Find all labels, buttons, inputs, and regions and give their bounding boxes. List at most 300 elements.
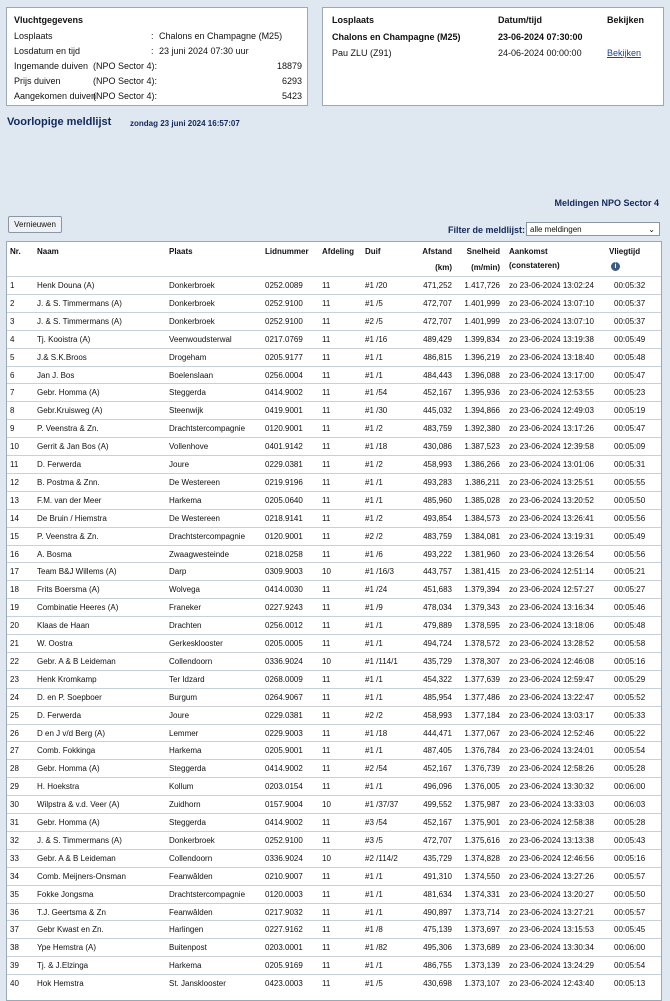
cell-snelheid: 1.392,380 [464, 424, 500, 434]
cell-snelheid: 1.384,573 [464, 513, 500, 523]
table-row [7, 813, 661, 832]
table-row [7, 509, 661, 528]
cell-aankomst: zo 23-06-2024 13:18:06 [509, 621, 594, 631]
cell-duif: #1 /16/3 [365, 567, 394, 577]
cell-lidnummer: 0336.9024 [265, 853, 303, 863]
cell-plaats: Donkerbroek [169, 835, 215, 845]
cell-vliegtijd: 00:05:54 [614, 961, 646, 971]
cell-snelheid: 1.377,486 [464, 692, 500, 702]
cell-duif: #2 /114/2 [365, 853, 398, 863]
cell-naam: Tj. Kooistra (A) [37, 334, 91, 344]
cell-vliegtijd: 00:05:16 [614, 853, 646, 863]
cell-aankomst: zo 23-06-2024 12:39:58 [509, 442, 594, 452]
cell-nr: 12 [10, 477, 19, 487]
cell-plaats: Steggerda [169, 818, 206, 827]
cell-aankomst: zo 23-06-2024 13:30:32 [509, 782, 594, 792]
cell-plaats: Harkema [169, 495, 202, 505]
cell-vliegtijd: 00:05:56 [614, 549, 646, 559]
cell-afstand: 472,707 [423, 298, 452, 308]
cell-naam: Gebr. A & B Leideman [37, 656, 116, 666]
cell-nr: 4 [10, 334, 15, 344]
flight-info-label: Losdatum en tijd [14, 46, 81, 56]
cell-nr: 35 [10, 889, 19, 899]
cell-lidnummer: 0120.0003 [265, 889, 303, 899]
cell-duif: #1 /24 [365, 585, 388, 595]
cell-afstand: 471,252 [423, 281, 452, 290]
table-row [7, 777, 661, 796]
flight-info-label: Prijs duiven [14, 76, 61, 86]
cell-afstand: 478,034 [423, 603, 452, 613]
cell-naam: W. Oostra [37, 639, 73, 648]
cell-snelheid: 1.376,784 [464, 746, 500, 756]
cell-naam: Gebr. A & B Leideman [37, 853, 116, 863]
flight-info-sector: (NPO Sector 4): [93, 76, 158, 86]
cell-snelheid: 1.384,081 [464, 531, 500, 541]
cell-plaats: Drachtstercompagnie [169, 531, 246, 541]
cell-afdeling: 11 [322, 477, 331, 487]
cell-lidnummer: 0268.0009 [265, 674, 303, 684]
cell-snelheid: 1.386,211 [465, 477, 500, 487]
cell-vliegtijd: 00:05:32 [614, 281, 646, 290]
cell-duif: #1 /1 [365, 782, 383, 792]
flight-info-value: Chalons en Champagne (M25) [159, 31, 283, 41]
cell-plaats: Veenwoudsterwal [169, 334, 232, 344]
table-row [7, 616, 661, 635]
cell-vliegtijd: 00:05:22 [614, 728, 646, 738]
cell-vliegtijd: 00:05:16 [614, 656, 646, 666]
cell-aankomst: zo 23-06-2024 12:59:47 [509, 674, 594, 684]
cell-plaats: Kollum [169, 782, 194, 792]
cell-afdeling: 11 [322, 585, 331, 595]
cell-afstand: 472,707 [423, 835, 452, 845]
cell-naam: J. & S. Timmermans (A) [37, 835, 122, 845]
cell-plaats: De Westereen [169, 477, 220, 487]
flight-info-label: Aangekomen duiven [14, 91, 97, 101]
cell-nr: 15 [10, 531, 19, 541]
cell-afstand: 496,096 [423, 782, 452, 792]
cell-plaats: Zwaagwesteinde [169, 549, 230, 559]
cell-lidnummer: 0252.9100 [265, 298, 303, 308]
cell-aankomst: zo 23-06-2024 13:01:06 [509, 460, 594, 469]
cell-nr: 6 [10, 370, 15, 380]
page-subtitle: zondag 23 juni 2024 16:57:07 [130, 119, 240, 128]
cell-afstand: 499,552 [423, 800, 452, 810]
cell-vliegtijd: 00:05:28 [614, 764, 646, 774]
refresh-button[interactable]: Vernieuwen [8, 216, 62, 233]
cell-snelheid: 1.376,005 [464, 782, 500, 792]
cell-naam: Gebr. Homma (A) [37, 388, 100, 398]
table-row [7, 312, 661, 331]
cell-naam: Gebr. Homma (A) [37, 818, 100, 827]
col-header-plaats: Plaats [169, 247, 193, 256]
col-header-nr: Nr. [10, 247, 21, 256]
flight-info-value: 5423 [281, 91, 302, 101]
cell-lidnummer: 0205.9169 [265, 961, 303, 971]
cell-snelheid: 1.381,415 [464, 567, 500, 577]
cell-aankomst: zo 23-06-2024 13:27:26 [509, 871, 594, 881]
cell-aankomst: zo 23-06-2024 12:53:55 [509, 388, 594, 398]
cell-duif: #1 /1 [365, 352, 383, 362]
cell-vliegtijd: 00:05:37 [614, 298, 646, 308]
cell-snelheid: 1.394,866 [464, 406, 500, 416]
filter-select[interactable] [526, 222, 660, 236]
cell-aankomst: zo 23-06-2024 13:27:21 [509, 907, 594, 917]
cell-plaats: Feanwâlden [169, 871, 213, 881]
cell-lidnummer: 0336.9024 [265, 656, 303, 666]
cell-plaats: Collendoorn [169, 853, 213, 863]
cell-nr: 25 [10, 710, 19, 720]
cell-lidnummer: 0256.0012 [265, 621, 303, 631]
cell-afstand: 483,759 [423, 424, 452, 434]
cell-lidnummer: 0210.9007 [265, 871, 303, 881]
cell-lidnummer: 0229.0381 [265, 710, 303, 720]
cell-afdeling: 11 [322, 549, 331, 559]
cell-lidnummer: 0252.9100 [265, 835, 303, 845]
cell-aankomst: zo 23-06-2024 13:03:17 [509, 710, 594, 720]
cell-duif: #1 /18 [365, 728, 388, 738]
cell-lidnummer: 0217.0769 [265, 334, 303, 344]
cell-duif: #1 /9 [365, 603, 383, 613]
cell-vliegtijd: 00:05:55 [614, 477, 646, 487]
cell-vliegtijd: 00:06:00 [614, 943, 646, 953]
cell-plaats: Drachtstercompagnie [169, 424, 246, 434]
cell-afdeling: 11 [322, 710, 331, 720]
cell-vliegtijd: 00:05:27 [614, 585, 646, 595]
cell-afdeling: 11 [322, 674, 331, 684]
cell-vliegtijd: 00:05:49 [614, 531, 646, 541]
cell-duif: #1 /8 [365, 925, 383, 935]
release-row-1-datetime: 23-06-2024 07:30:00 [498, 32, 583, 42]
cell-plaats: Wolvega [169, 585, 200, 595]
table-row [7, 473, 661, 492]
cell-nr: 33 [10, 853, 19, 863]
cell-aankomst: zo 23-06-2024 13:16:34 [509, 603, 594, 613]
cell-afdeling: 11 [322, 818, 331, 827]
col-header-aankomst-sub: (constateren) [509, 261, 560, 270]
cell-aankomst: zo 23-06-2024 13:33:03 [509, 800, 594, 810]
cell-snelheid: 1.387,523 [464, 442, 500, 452]
cell-lidnummer: 0219.9196 [265, 477, 303, 487]
cell-nr: 38 [10, 943, 19, 953]
release-row-1-place: Chalons en Champagne (M25) [332, 32, 461, 42]
col-header-snelheid-unit: (m/min) [471, 263, 500, 272]
cell-nr: 17 [10, 567, 19, 577]
cell-aankomst: zo 23-06-2024 13:20:52 [509, 495, 594, 505]
cell-naam: Combinatie Heeres (A) [37, 603, 119, 613]
cell-nr: 40 [10, 979, 19, 989]
release-row-2-place: Pau ZLU (Z91) [332, 48, 392, 58]
cell-afdeling: 11 [322, 925, 331, 935]
cell-afstand: 452,167 [423, 388, 452, 398]
cell-afdeling: 11 [322, 370, 331, 380]
cell-duif: #1 /1 [365, 907, 383, 917]
cell-duif: #1 /54 [365, 388, 388, 398]
flight-info-label: Losplaats [14, 31, 53, 41]
flight-info-separator: : [151, 31, 154, 41]
cell-duif: #1 /1 [365, 621, 383, 631]
cell-naam: D. Ferwerda [37, 460, 82, 469]
cell-snelheid: 1.373,139 [464, 961, 500, 971]
cell-naam: Jan J. Bos [37, 370, 75, 380]
cell-nr: 27 [10, 746, 19, 756]
cell-snelheid: 1.379,343 [464, 603, 500, 613]
cell-aankomst: zo 23-06-2024 13:30:34 [509, 943, 594, 953]
cell-afstand: 485,960 [423, 495, 452, 505]
cell-duif: #1 /1 [365, 477, 383, 487]
cell-duif: #1 /5 [365, 979, 383, 989]
cell-nr: 8 [10, 406, 15, 416]
cell-duif: #1 /1 [365, 746, 383, 756]
cell-afstand: 452,167 [423, 818, 452, 827]
cell-snelheid: 1.386,266 [464, 460, 500, 469]
table-row [7, 795, 661, 814]
cell-snelheid: 1.374,550 [464, 871, 500, 881]
cell-snelheid: 1.385,028 [464, 495, 500, 505]
cell-afstand: 472,707 [423, 316, 452, 326]
cell-aankomst: zo 23-06-2024 12:43:40 [509, 979, 594, 989]
cell-nr: 13 [10, 495, 19, 505]
cell-afstand: 430,086 [423, 442, 452, 452]
cell-duif: #1 /1 [365, 692, 383, 702]
cell-nr: 24 [10, 692, 19, 702]
cell-aankomst: zo 23-06-2024 12:58:26 [509, 764, 594, 774]
cell-nr: 29 [10, 782, 19, 792]
cell-afstand: 430,698 [423, 979, 452, 989]
cell-duif: #1 /2 [365, 460, 383, 469]
cell-aankomst: zo 23-06-2024 13:02:24 [509, 281, 594, 290]
cell-plaats: Burgum [169, 692, 198, 702]
cell-afdeling: 10 [322, 567, 331, 577]
cell-duif: #1 /18 [365, 442, 388, 452]
cell-nr: 26 [10, 728, 19, 738]
cell-snelheid: 1.375,901 [464, 818, 500, 827]
cell-afdeling: 11 [322, 639, 331, 648]
cell-snelheid: 1.381,960 [464, 549, 500, 559]
cell-afstand: 452,167 [423, 764, 452, 774]
cell-lidnummer: 0229.0381 [265, 460, 303, 469]
cell-aankomst: zo 23-06-2024 13:19:31 [509, 531, 594, 541]
cell-nr: 14 [10, 513, 19, 523]
table-row [7, 831, 661, 850]
flight-info-value: 18879 [276, 61, 302, 71]
table-row [7, 724, 661, 743]
cell-duif: #1 /1 [365, 495, 383, 505]
cell-nr: 7 [10, 388, 15, 398]
flight-info-sector: (NPO Sector 4): [93, 61, 158, 71]
info-icon[interactable]: i [611, 262, 620, 271]
cell-nr: 39 [10, 961, 19, 971]
cell-afdeling: 11 [322, 513, 331, 523]
table-row [7, 759, 661, 778]
cell-plaats: Buitenpost [169, 943, 207, 953]
cell-vliegtijd: 00:05:52 [614, 692, 646, 702]
cell-vliegtijd: 00:05:54 [614, 746, 646, 756]
cell-naam: Ype Hemstra (A) [37, 943, 96, 953]
cell-aankomst: zo 23-06-2024 12:51:14 [509, 567, 594, 577]
cell-aankomst: zo 23-06-2024 12:58:38 [509, 818, 594, 827]
cell-naam: Klaas de Haan [37, 621, 90, 631]
cell-duif: #1 /1 [365, 889, 383, 899]
cell-afdeling: 11 [322, 943, 331, 953]
cell-vliegtijd: 00:05:45 [614, 925, 646, 935]
table-row [7, 348, 661, 367]
col-header-snelheid: Snelheid [466, 247, 500, 256]
results-table [6, 241, 662, 1001]
table-row [7, 383, 661, 402]
cell-afdeling: 11 [322, 871, 331, 881]
cell-plaats: Drachtstercompagnie [169, 889, 246, 899]
cell-nr: 28 [10, 764, 19, 774]
cell-aankomst: zo 23-06-2024 12:52:46 [509, 728, 594, 738]
cell-nr: 18 [10, 585, 19, 595]
cell-lidnummer: 0414.0030 [265, 585, 303, 595]
cell-lidnummer: 0217.9032 [265, 907, 303, 917]
cell-snelheid: 1.376,739 [464, 764, 500, 774]
cell-plaats: Boelenslaan [169, 370, 214, 380]
cell-aankomst: zo 23-06-2024 13:19:38 [509, 334, 594, 344]
cell-afdeling: 11 [322, 692, 331, 702]
cell-naam: D. Ferwerda [37, 710, 82, 720]
cell-plaats: Ter Idzard [169, 674, 205, 684]
cell-afdeling: 11 [322, 907, 331, 917]
cell-duif: #1 /30 [365, 406, 388, 416]
cell-snelheid: 1.375,987 [464, 800, 500, 810]
cell-lidnummer: 0218.9141 [265, 513, 303, 523]
cell-vliegtijd: 00:05:47 [614, 370, 646, 380]
cell-plaats: Donkerbroek [169, 298, 215, 308]
cell-naam: A. Bosma [37, 549, 72, 559]
cell-aankomst: zo 23-06-2024 12:46:08 [509, 656, 594, 666]
cell-afstand: 444,471 [423, 728, 452, 738]
release-row-2-view-link[interactable]: Bekijken [607, 48, 642, 58]
cell-afdeling: 11 [322, 603, 331, 613]
cell-nr: 20 [10, 621, 19, 631]
cell-afstand: 451,683 [423, 585, 452, 595]
cell-vliegtijd: 00:06:03 [614, 800, 646, 810]
cell-snelheid: 1.377,639 [464, 674, 500, 684]
cell-duif: #1 /82 [365, 943, 388, 953]
flight-info-value: 6293 [281, 76, 302, 86]
cell-naam: Gerrit & Jan Bos (A) [37, 442, 109, 452]
cell-aankomst: zo 23-06-2024 12:46:56 [509, 853, 594, 863]
cell-plaats: Joure [169, 710, 190, 720]
sector-label: Meldingen NPO Sector 4 [554, 198, 659, 208]
cell-afdeling: 11 [322, 316, 331, 326]
cell-afdeling: 11 [322, 621, 331, 631]
table-row [7, 920, 661, 939]
cell-afstand: 484,443 [423, 370, 452, 380]
cell-snelheid: 1.401,999 [464, 316, 500, 326]
cell-plaats: Collendoorn [169, 656, 213, 666]
cell-afdeling: 11 [322, 406, 331, 416]
cell-afdeling: 11 [322, 388, 331, 398]
cell-plaats: Donkerbroek [169, 316, 215, 326]
cell-naam: J. & S. Timmermans (A) [37, 316, 122, 326]
cell-nr: 9 [10, 424, 15, 434]
table-row [7, 706, 661, 725]
table-row [7, 401, 661, 420]
cell-lidnummer: 0203.0001 [265, 943, 303, 953]
cell-duif: #1 /37/37 [365, 800, 399, 810]
table-row [7, 527, 661, 546]
cell-plaats: Joure [169, 460, 190, 469]
table-row [7, 580, 661, 599]
cell-snelheid: 1.373,107 [464, 979, 500, 989]
cell-afdeling: 11 [322, 442, 331, 452]
cell-snelheid: 1.373,697 [464, 925, 500, 935]
page-title: Voorlopige meldlijst [7, 116, 112, 128]
cell-plaats: Drogeham [169, 352, 207, 362]
cell-nr: 32 [10, 835, 19, 845]
release-header-datetime: Datum/tijd [498, 15, 542, 25]
cell-nr: 3 [10, 316, 15, 326]
cell-vliegtijd: 00:05:48 [614, 621, 646, 631]
table-row [7, 598, 661, 617]
cell-afstand: 487,405 [423, 746, 452, 756]
cell-vliegtijd: 00:05:33 [614, 710, 646, 720]
cell-naam: Hok Hemstra [37, 979, 84, 989]
cell-nr: 36 [10, 907, 19, 917]
cell-plaats: Drachten [169, 621, 202, 631]
flight-info-separator: : [151, 46, 154, 56]
col-header-afstand-unit: (km) [435, 263, 452, 272]
cell-nr: 19 [10, 603, 19, 613]
cell-plaats: St. Jansklooster [169, 979, 226, 989]
table-row [7, 903, 661, 922]
cell-duif: #1 /1 [365, 871, 383, 881]
cell-aankomst: zo 23-06-2024 12:57:27 [509, 585, 594, 595]
cell-snelheid: 1.378,307 [464, 656, 500, 666]
cell-duif: #1 /20 [365, 281, 388, 290]
table-row [7, 419, 661, 438]
cell-naam: Gebr. Homma (A) [37, 764, 100, 774]
cell-vliegtijd: 00:05:37 [614, 316, 646, 326]
release-header-place: Losplaats [332, 15, 375, 25]
cell-aankomst: zo 23-06-2024 13:24:29 [509, 961, 594, 971]
cell-afstand: 479,889 [423, 621, 452, 631]
cell-nr: 37 [10, 925, 19, 935]
cell-afstand: 481,634 [423, 889, 452, 899]
cell-plaats: Steggerda [169, 388, 206, 398]
cell-afstand: 495,306 [423, 943, 452, 953]
cell-afdeling: 11 [322, 531, 331, 541]
table-row [7, 849, 661, 868]
cell-afstand: 435,729 [423, 656, 452, 666]
cell-naam: Henk Kromkamp [37, 674, 97, 684]
cell-snelheid: 1.396,219 [464, 352, 500, 362]
table-row [7, 670, 661, 689]
cell-aankomst: zo 23-06-2024 13:17:26 [509, 424, 594, 434]
cell-snelheid: 1.377,184 [464, 710, 500, 720]
cell-afdeling: 11 [322, 889, 331, 899]
cell-naam: Comb. Fokkinga [37, 746, 96, 756]
cell-aankomst: zo 23-06-2024 13:26:54 [509, 549, 594, 559]
cell-afstand: 443,757 [423, 567, 452, 577]
cell-vliegtijd: 00:05:29 [614, 674, 646, 684]
cell-vliegtijd: 00:05:50 [614, 495, 646, 505]
cell-snelheid: 1.401,999 [464, 298, 500, 308]
cell-aankomst: zo 23-06-2024 13:24:01 [509, 746, 594, 756]
cell-snelheid: 1.417,726 [464, 281, 500, 290]
table-row [7, 956, 661, 975]
release-row-2-datetime: 24-06-2024 00:00:00 [498, 48, 582, 58]
cell-afdeling: 11 [322, 460, 331, 469]
cell-duif: #1 /6 [365, 549, 383, 559]
cell-naam: Gebr Kwast en Zn. [37, 925, 104, 935]
cell-afdeling: 11 [322, 782, 331, 792]
table-row [7, 276, 661, 295]
cell-afdeling: 10 [322, 656, 331, 666]
